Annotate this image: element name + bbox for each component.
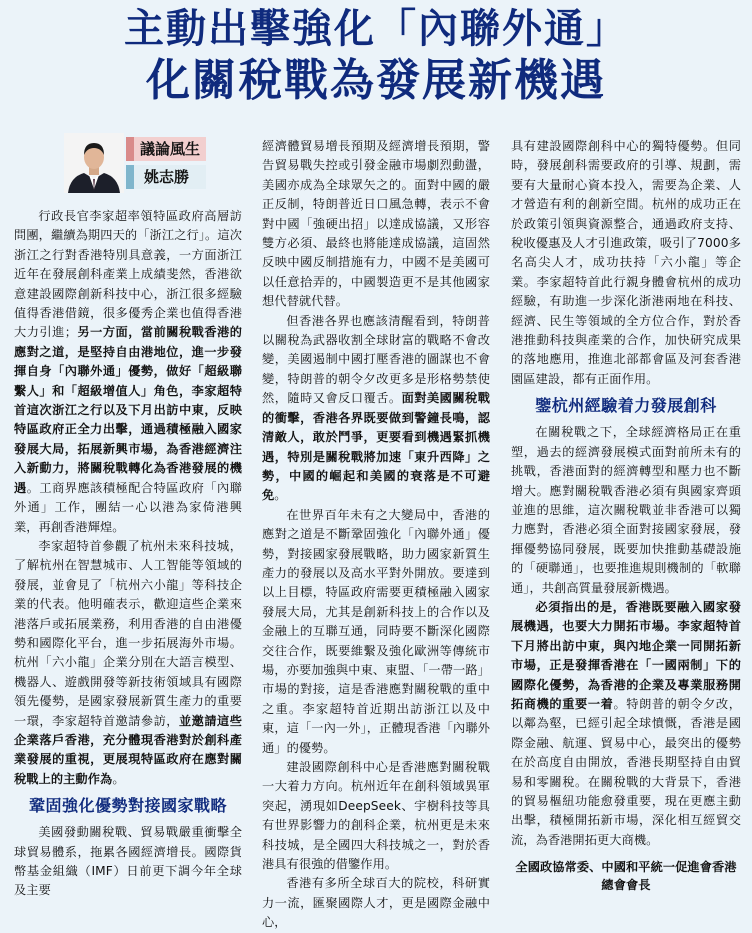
paragraph-bold-text: 另一方面，當前關稅戰香港的應對之道，是堅持自由港地位，進一步發揮自身「內聯外通」優勢，做好「超級聯繫人」和「超級增值人」角色，李家超特首這次浙江之行以及下月出訪中東，反映特區政府正全力出擊，通過積極融入國家發展大局，拓展新興市場，為香港經濟注入新動力，將關稅戰轉化為香港發展的機遇	[14, 325, 242, 495]
author-box	[64, 133, 206, 193]
paragraph-bold-text: 並邀請這些企業落戶香港，充分體現香港對於創科產業發展的重視，更展現特區政府在應對關稅戰上的主動作為	[14, 713, 242, 786]
paragraph-text: 。特朗普的朝令夕改，以鄰為壑，已經引起全球憤慨，香港是國際金融、航運、貿易中心，最突出的優勢在於高度自由開放，香港長期堅持自由貿易和零關稅。在關稅戰的大背景下，香港的貿易樞紐功能愈發重要，現在更應主動出擊，積極開拓新市場，深化相互經貿交流，為香港開拓更大商機。	[511, 696, 741, 847]
paragraph: 具有建設國際創科中心的獨特優勢。但同時，發展創科需要政府的引導、規劃，需要有大量耐心資本投入，需要為企業、人才營造有利的創新空間。杭州的成功正在於政策引領與資源整合，通過政府支持、稅收優惠及人才引進政策，吸引了7000多名高尖人才，成功扶持「六小龍」等企業。李家超特首此行親身體會杭州的成功經驗，有助進一步深化浙港兩地在科技、經濟、民生等領域的全方位合作，對於香港推動科技與產業的合作，加快研究成果的落地應用，推進北部都會區及河套香港園區建設，都有正面作用。	[511, 139, 741, 386]
headline-line-1: 主動出擊強化「內聯外通」	[124, 6, 628, 52]
paragraph-text: 行政長官李家超率領特區政府高層訪問團，繼續為期四天的「浙江之行」。這次浙江之行對香港特別具意義，一方面浙江近年在發展創科產業上成績斐然，香港欲意建設國際創新科技中心，浙江很多經驗值得香港借鏡，很多優秀企業也值得香港大力引進；	[14, 209, 242, 340]
paragraph: 經濟體貿易增長預期及經濟增長預期，警告貿易戰失控或引發金融市場劇烈動盪，美國亦成為全球眾矢之的。面對中國的嚴正反制，特朗普近日口風急轉，表示不會對中國「強硬出招」以達成協議，又形容雙方必須、最終也將能達成協議，這固然反映中國反制措施有力，中國不是美國可以任意拾弄的，中國製造更不是其他國家想代替就代替。	[262, 139, 490, 309]
author-title: 全國政協常委、中國和平統一促進會香港總會會長	[515, 860, 737, 893]
paragraph-bold-text: 面對美國關稅戰的衝擊，香港各界既要做到警鐘長鳴，認清敵人，敢於鬥爭，更要看到機遇緊抓機遇，特別是關稅戰將加速「東升西降」之勢，中國的崛起和美國的衰落是不可避免	[262, 391, 490, 503]
paragraph: 建設國際創科中心是香港應對關稅戰一大着力方向。杭州近年在創科領域異軍突起，湧現如DeepSeek、宇樹科技等具有世界影響力的創科企業，杭州更是未來科技城，是全國四大科技城之一，對於香港具有很強的借鑒作用。	[262, 760, 490, 872]
paragraph-text: 。	[112, 771, 125, 786]
paragraph: 香港有多所全球百大的院校，科研實力一流，匯聚國際人才，更是國際金融中心，	[262, 876, 490, 930]
article-column-3	[511, 137, 741, 894]
headline-line-2: 化關稅戰為發展新機遇	[146, 55, 606, 106]
column-name: 議論風生	[126, 137, 206, 161]
paragraph-text: 。	[274, 488, 287, 503]
paragraph	[14, 537, 242, 789]
article-column-1	[14, 207, 242, 901]
author-photo	[64, 133, 124, 193]
author-name: 姚志勝	[126, 165, 206, 189]
paragraph-text: 李家超特首參觀了杭州未來科技城，了解杭州在智慧城市、人工智能等領域的發展，並會見了「杭州六小龍」等科技企業的代表。他明確表示，歡迎這些企業來港落戶或拓展業務，利用香港的自由港優勢和國際化平台，進一步拓展海外市場。杭州「六小龍」企業分別在大語言模型、機器人、遊戲開發等新技術領域具有國際領先優勢，是國家發展新質生產力的重要一環，李家超特首邀請參訪，	[14, 538, 242, 728]
section-subheading: 鑒杭州經驗着力發展創科	[535, 396, 717, 416]
paragraph: 在世界百年未有之大變局中，香港的應對之道是不斷鞏固強化「內聯外通」優勢，對接國家發展戰略，助力國家新質生產力的發展以及高水平對外開放。要達到以上目標，特區政府需要更積極融入國家發展大局，尤其是創新科技上的合作以及金融上的互聯互通，同時要不斷深化國際交往合作，既要維繫及強化歐洲等傳統市場，亦要加強與中東、東盟、「一帶一路」市場的對接，這是香港應對關稅戰的重中之重。李家超特首近期出訪浙江以及中東，這「一內一外」，正體現香港「內聯外通」的優勢。	[262, 507, 490, 755]
paragraph	[511, 598, 741, 850]
paragraph	[262, 312, 490, 506]
section-subheading: 鞏固強化優勢對接國家戰略	[28, 796, 227, 816]
paragraph: 美國發動關稅戰、貿易戰嚴重衝擊全球貿易體系，拖累各國經濟增長。國際貨幣基金組織（IMF）日前更下調今年全球及主要	[14, 825, 242, 898]
paragraph-text: 。工商界應該積極配合特區政府「內聯外通」工作，團結一心以港為家倚港興業，再創香港輝煌。	[14, 480, 243, 534]
paragraph-bold-text: 必須指出的是，香港既要融入國家發展機遇，也要大力開拓市場。李家超特首下月將出訪中東，與內地企業一同開拓新市場，正是發揮香港在「一國兩制」下的國際化優勢，為香港的企業及專業服務開拓商機的重要一着	[511, 599, 741, 711]
paragraph-text: 但香港各界也應該清醒看到，特朗普以關稅為武器收割全球財富的戰略不會改變，美國遏制中國打壓香港的圖謀也不會變，特朗普的朝令夕改更多是形格勢禁使然，隨時又會反口覆舌。	[262, 313, 490, 406]
article-column-2	[262, 137, 490, 933]
author-portrait-icon	[64, 133, 124, 193]
paragraph	[14, 207, 242, 537]
paragraph: 在關稅戰之下，全球經濟格局正在重塑，過去的經濟發展模式面對前所未有的挑戰，香港面對的經濟轉型和壓力也不斷增大。應對關稅戰香港必須有與國家齊頭並進的思維，這次關稅戰並非香港可以獨力應對，香港必須全面對接國家發展，發揮優勢協同發展，既要加快推動基礎設施的「硬聯通」，也要推進規則機制的「軟聯通」，共創高質量發展新機遇。	[511, 425, 741, 595]
